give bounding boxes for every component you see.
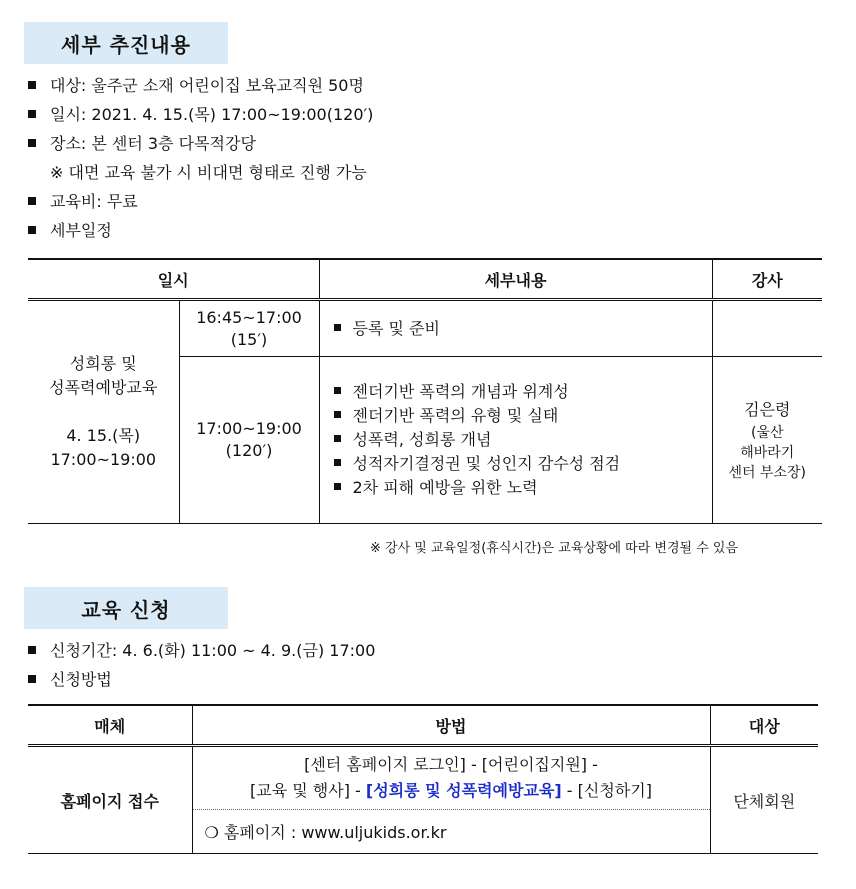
homepage-cell — [192, 810, 710, 854]
time-cell: 17:00~19:00 (120′) — [179, 357, 319, 524]
medium-cell: 홈페이지 접수 — [28, 746, 192, 854]
program-link-text: [성희롱 및 성폭력예방교육] — [365, 781, 562, 800]
square-bullet-icon — [28, 139, 36, 147]
apply-list — [28, 636, 375, 694]
header-medium: 매체 — [28, 705, 192, 746]
square-bullet-icon — [334, 435, 341, 442]
list-item: 장소: 본 센터 3층 다목적강당 — [28, 129, 373, 158]
lecturer-cell: 김은령 (울산 해바라기 센터 부소장) — [712, 357, 822, 524]
square-bullet-icon — [28, 226, 36, 234]
schedule-footnote: ※ 강사 및 교육일정(휴식시간)은 교육상황에 따라 변경될 수 있음 — [370, 541, 739, 556]
list-item: 교육비: 무료 — [28, 187, 373, 216]
list-item: 성적자기결정권 및 성인지 감수성 점검 — [334, 452, 712, 476]
header-time: 일시 — [28, 259, 319, 300]
note: ※ 대면 교육 불가 시 비대면 형태로 진행 가능 — [50, 163, 367, 182]
list-item: 세부일정 — [28, 216, 373, 245]
square-bullet-icon — [28, 110, 36, 118]
square-bullet-icon — [28, 675, 36, 683]
header-content: 세부내용 — [319, 259, 712, 300]
square-bullet-icon — [334, 411, 341, 418]
content-cell — [319, 300, 712, 357]
apply-table — [28, 704, 818, 854]
list-item: 대상: 울주군 소재 어린이집 보육교직원 50명 — [28, 71, 373, 100]
square-bullet-icon — [334, 483, 341, 490]
list-item: 성폭력, 성희롱 개념 — [334, 428, 712, 452]
method-cell: [센터 홈페이지 로그인] - [어린이집지원] - [교육 및 행사] - [성희롱 및 성폭력예방교육] - [신청하기] — [192, 746, 710, 810]
list-item: 젠더기반 폭력의 유형 및 실태 — [334, 404, 712, 428]
header-method: 방법 — [192, 705, 710, 746]
header-target: 대상 — [710, 705, 818, 746]
list-item: 신청기간: 4. 6.(화) 11:00 ~ 4. 9.(금) 17:00 — [28, 636, 375, 665]
list-item: 등록 및 준비 — [334, 317, 712, 341]
list-item: 일시: 2021. 4. 15.(목) 17:00~19:00(120′) — [28, 100, 373, 129]
header-lecturer: 강사 — [712, 259, 822, 300]
square-bullet-icon — [334, 324, 341, 331]
section-title-apply: 교육 신청 — [24, 587, 228, 629]
target-cell: 단체회원 — [710, 746, 818, 854]
time-cell: 16:45~17:00 (15′) — [179, 300, 319, 357]
content-cell — [319, 357, 712, 524]
program-cell: 성희롱 및 성폭력예방교육 4. 15.(목) 17:00~19:00 — [28, 300, 179, 524]
list-item: 신청방법 — [28, 665, 375, 694]
square-bullet-icon — [28, 646, 36, 654]
homepage-link[interactable]: ❍ 홈페이지 : www.uljukids.or.kr — [204, 823, 447, 842]
lecturer-name: 김은령 — [744, 400, 791, 419]
square-bullet-icon — [28, 81, 36, 89]
list-item: 젠더기반 폭력의 개념과 위계성 — [334, 380, 712, 404]
schedule-table — [28, 258, 822, 524]
lecturer-cell — [712, 300, 822, 357]
list-item: 2차 피해 예방을 위한 노력 — [334, 476, 712, 500]
square-bullet-icon — [334, 459, 341, 466]
details-list — [28, 71, 373, 245]
square-bullet-icon — [334, 387, 341, 394]
square-bullet-icon — [28, 197, 36, 205]
section-title-details: 세부 추진내용 — [24, 22, 228, 64]
